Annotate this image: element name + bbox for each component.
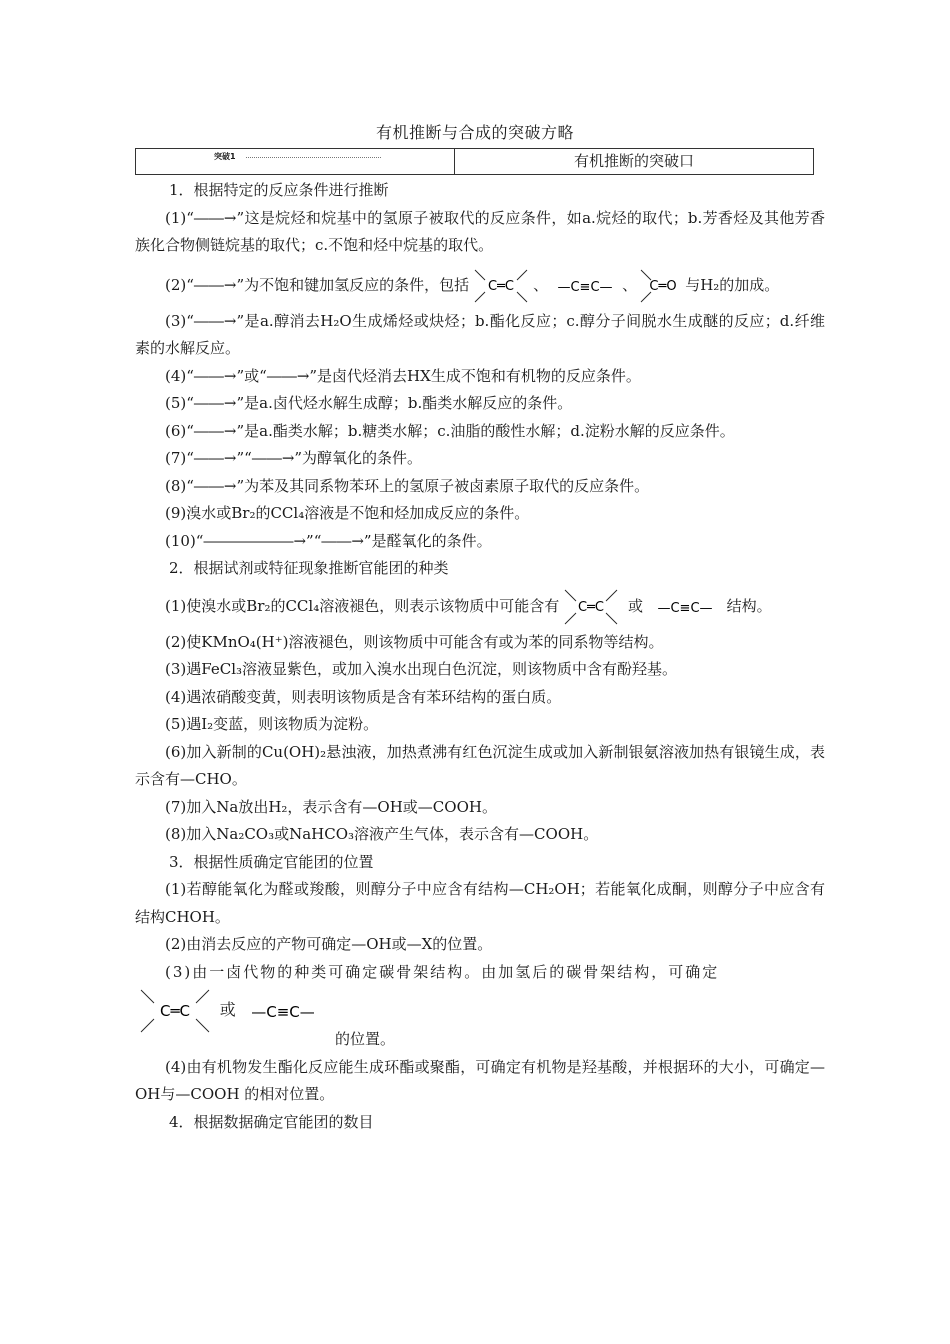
paragraph: (5)遇I₂变蓝，则该物质为淀粉。 xyxy=(165,715,379,733)
alkene-structure-icon xyxy=(469,264,533,308)
alkyne-label: —C≡C— xyxy=(250,1003,315,1021)
section-heading: 4．根据数据确定官能团的数目 xyxy=(169,1112,374,1131)
paragraph: (2)使KMnO₄(H⁺)溶液褪色，则该物质中可能含有或为苯的同系物等结构。 xyxy=(165,632,664,651)
paragraph: (3)由一卤代物的种类可确定碳骨架结构。由加氢后的碳骨架结构，可确定 xyxy=(165,962,720,981)
section-heading: 1．根据特定的反应条件进行推断 xyxy=(169,181,389,199)
alkyne-structure-icon xyxy=(648,595,722,619)
page-title: 有机推断与合成的突破方略 xyxy=(375,123,574,142)
alkyne-structure-icon xyxy=(241,998,325,1024)
paragraph: (10)“――――――→”“――→”是醛氧化的条件。 xyxy=(165,531,492,550)
banner-title: 有机推断的突破口 xyxy=(573,152,694,170)
alkene-label: C═C xyxy=(488,278,515,294)
alkene-structure-icon xyxy=(559,585,623,629)
paragraph: (1)“――→”这是烷烃和烷基中的氢原子被取代的反应条件，如a.烷烃的取代；b.芳香烃及其他芳香族化合物侧链烷基的取代；c.不饱和烃中烷基的取代。 xyxy=(135,208,825,254)
paragraph-text: (2)“――→”为不饱和键加氢反应的条件，包括 xyxy=(165,275,470,294)
section-heading: 2．根据试剂或特征现象推断官能团的种类 xyxy=(169,559,449,577)
paragraph: (4)“――→”或“――→”是卤代烃消去HX生成不饱和有机物的反应条件。 xyxy=(165,366,641,385)
separator: 、 xyxy=(622,275,638,294)
banner-dotted-line xyxy=(246,157,381,158)
paragraph: (5)“――→”是a.卤代烃水解生成醇；b.酯类水解反应的条件。 xyxy=(165,394,573,412)
section-heading: 3．根据性质确定官能团的位置 xyxy=(169,852,374,871)
paragraph: (8)加入Na₂CO₃或NaHCO₃溶液产生气体，表示含有—COOH。 xyxy=(165,825,599,843)
carbonyl-label: C═O xyxy=(649,278,677,294)
paragraph: 的位置。 xyxy=(335,1030,396,1048)
alkene-label: C═C xyxy=(578,599,605,615)
paragraph-text: 与H₂的加成。 xyxy=(685,275,780,294)
paragraph-text: 结构。 xyxy=(726,596,772,615)
paragraph: (6)“――→”是a.酯类水解；b.糖类水解；c.油脂的酸性水解；d.淀粉水解的反应条件。 xyxy=(165,421,735,440)
alkyne-label: —C≡C— xyxy=(657,600,713,616)
paragraph-text: (1)使溴水或Br₂的CCl₄溶液褪色，则表示该物质中可能含有 xyxy=(165,596,560,615)
alkene-label: C═C xyxy=(160,1002,190,1020)
section-banner xyxy=(135,148,814,175)
alkyne-structure-icon xyxy=(548,274,622,298)
banner-left-cell xyxy=(136,149,455,174)
alkyne-label: —C≡C— xyxy=(557,279,613,295)
alkene-structure-icon xyxy=(135,986,215,1036)
carbonyl-structure-icon xyxy=(637,264,685,308)
paragraph-text: 或 xyxy=(628,596,644,615)
paragraph: (7)加入Na放出H₂，表示含有—OH或—COOH。 xyxy=(165,797,497,816)
paragraph: (4)遇浓硝酸变黄，则表明该物质是含有苯环结构的蛋白质。 xyxy=(165,687,562,706)
paragraph: (3)遇FeCl₃溶液显紫色，或加入溴水出现白色沉淀，则该物质中含有酚羟基。 xyxy=(165,660,678,678)
paragraph-text: 或 xyxy=(219,1000,236,1019)
paragraph-with-structures xyxy=(135,585,825,629)
paragraph: (1)若醇能氧化为醛或羧酸，则醇分子中应含有结构—CH₂OH；若能氧化成酮，则醇分子中应含有结构CHOH。 xyxy=(135,880,825,926)
paragraph: (6)加入新制的Cu(OH)₂悬浊液，加热煮沸有红色沉淀生成或加入新制银氨溶液加热有银镜生成，表示含有—CHO。 xyxy=(135,742,825,788)
paragraph-with-structures xyxy=(135,264,825,308)
paragraph: (9)溴水或Br₂的CCl₄溶液是不饱和烃加成反应的条件。 xyxy=(165,504,530,522)
paragraph: (8)“――→”为苯及其同系物苯环上的氢原子被卤素原子取代的反应条件。 xyxy=(165,476,650,495)
separator: 、 xyxy=(533,275,549,294)
main-content xyxy=(135,177,825,1136)
paragraph: (2)由消去反应的产物可确定—OH或—X的位置。 xyxy=(165,935,493,953)
paragraph: (4)由有机物发生酯化反应能生成环酯或聚酯，可确定有机物是羟基酸，并根据环的大小，可确定—OH与—COOH 的相对位置。 xyxy=(135,1057,825,1103)
paragraph: (7)“――→”“――→”为醇氧化的条件。 xyxy=(165,449,423,467)
paragraph: (3)“――→”是a.醇消去H₂O生成烯烃或炔烃；b.酯化反应；c.醇分子间脱水生成醚的反应；d.纤维素的水解反应。 xyxy=(135,311,825,357)
banner-tag: 突破1 xyxy=(214,152,236,161)
